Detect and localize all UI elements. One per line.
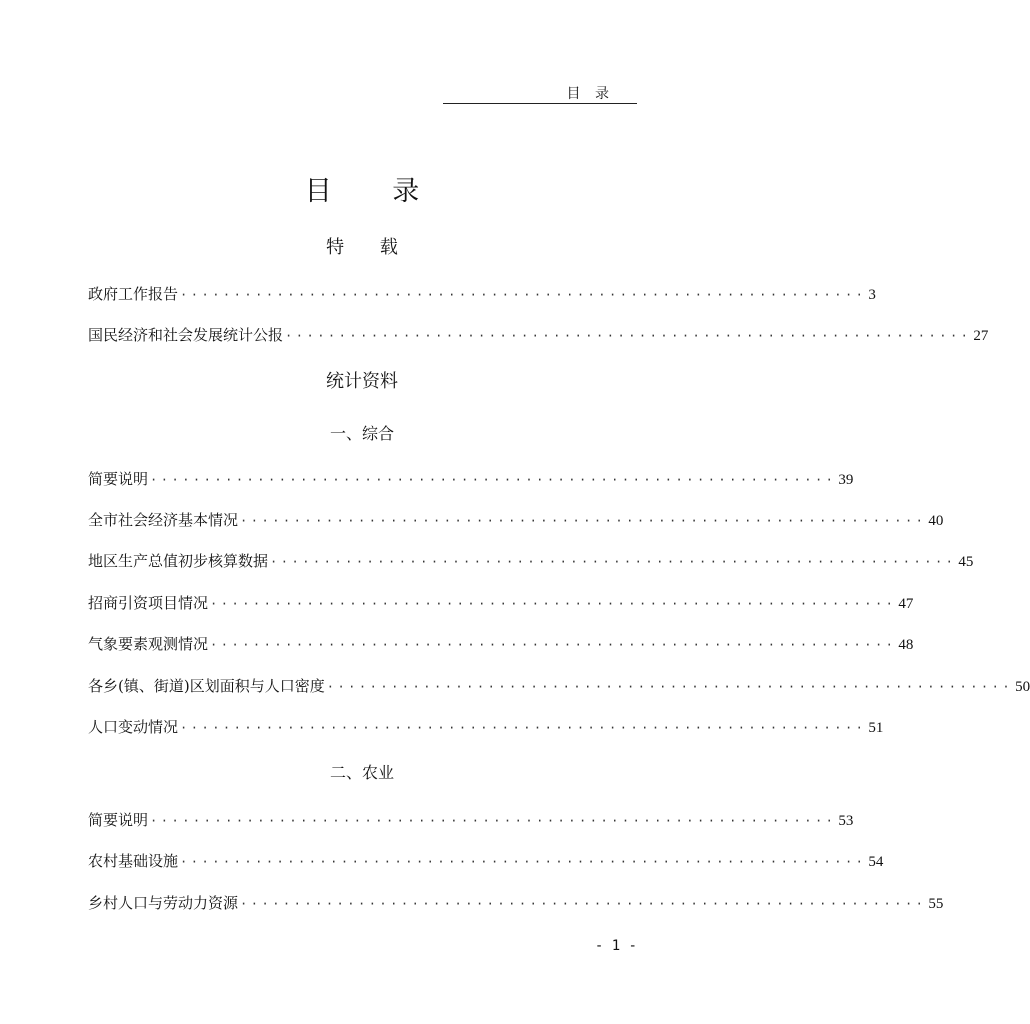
toc-entry-label: 气象要素观测情况: [88, 635, 209, 653]
dot-leader: ································································: [210, 638, 897, 652]
toc-entry-page: 53: [838, 813, 854, 829]
toc-entry[interactable]: [88, 849, 884, 873]
toc-entry[interactable]: [88, 467, 854, 491]
toc-entry-page: 39: [838, 472, 854, 488]
section-heading-special: 特 载: [326, 237, 398, 258]
running-head-text: 目 录: [566, 86, 609, 102]
page-number-footer: - 1 -: [594, 938, 637, 954]
toc-entry[interactable]: [88, 323, 989, 347]
dot-leader: ································································: [285, 329, 972, 343]
toc-entry[interactable]: [88, 282, 876, 306]
toc-entry-label: 人口变动情况: [88, 718, 179, 736]
toc-entry[interactable]: [88, 508, 944, 532]
toc-entry-label: 简要说明: [88, 470, 149, 488]
dot-leader: ································································: [150, 814, 837, 828]
toc-entry-page: 27: [973, 328, 989, 344]
running-head: [443, 85, 637, 104]
toc-entry-page: 55: [928, 896, 944, 912]
toc-entry-page: 45: [958, 554, 974, 570]
dot-leader: ································································: [210, 597, 897, 611]
toc-entry[interactable]: [88, 549, 974, 573]
toc-entry-label: 各乡(镇、街道)区划面积与人口密度: [88, 677, 325, 695]
toc-entry-label: 全市社会经济基本情况: [88, 511, 239, 529]
toc-entry-page: 54: [868, 854, 884, 870]
dot-leader: ································································: [240, 514, 927, 528]
toc-entry-label: 地区生产总值初步核算数据: [88, 552, 269, 570]
dot-leader: ································································: [180, 288, 867, 302]
toc-entry[interactable]: [88, 891, 944, 915]
toc-entry-label: 简要说明: [88, 811, 149, 829]
toc-entry-label: 政府工作报告: [88, 285, 179, 303]
toc-entry-page: 50: [1015, 679, 1030, 695]
dot-leader: ································································: [150, 473, 837, 487]
toc-entry[interactable]: [88, 674, 1030, 698]
dot-leader: ································································: [180, 721, 867, 735]
toc-entry[interactable]: [88, 715, 884, 739]
toc-entry-label: 招商引资项目情况: [88, 594, 209, 612]
toc-entry-page: 40: [928, 513, 944, 529]
toc-entry-label: 国民经济和社会发展统计公报: [88, 326, 284, 344]
page-title: 目 录: [304, 176, 420, 207]
chapter-heading-agriculture: 二、农业: [329, 763, 394, 782]
toc-entry-page: 47: [898, 596, 914, 612]
section-heading-statistics: 统计资料: [326, 371, 398, 392]
toc-entry[interactable]: [88, 591, 914, 615]
chapter-heading-comprehensive: 一、综合: [329, 424, 394, 443]
toc-entry[interactable]: [88, 632, 914, 656]
toc-entry-page: 48: [898, 637, 914, 653]
toc-entry-label: 农村基础设施: [88, 852, 179, 870]
toc-entry-page: 51: [868, 720, 884, 736]
dot-leader: ································································: [180, 855, 867, 869]
dot-leader: ································································: [270, 555, 957, 569]
toc-entry[interactable]: [88, 808, 854, 832]
dot-leader: ································································: [326, 680, 1014, 694]
toc-entry-page: 3: [868, 287, 876, 303]
dot-leader: ································································: [240, 897, 927, 911]
toc-entry-label: 乡村人口与劳动力资源: [88, 894, 239, 912]
